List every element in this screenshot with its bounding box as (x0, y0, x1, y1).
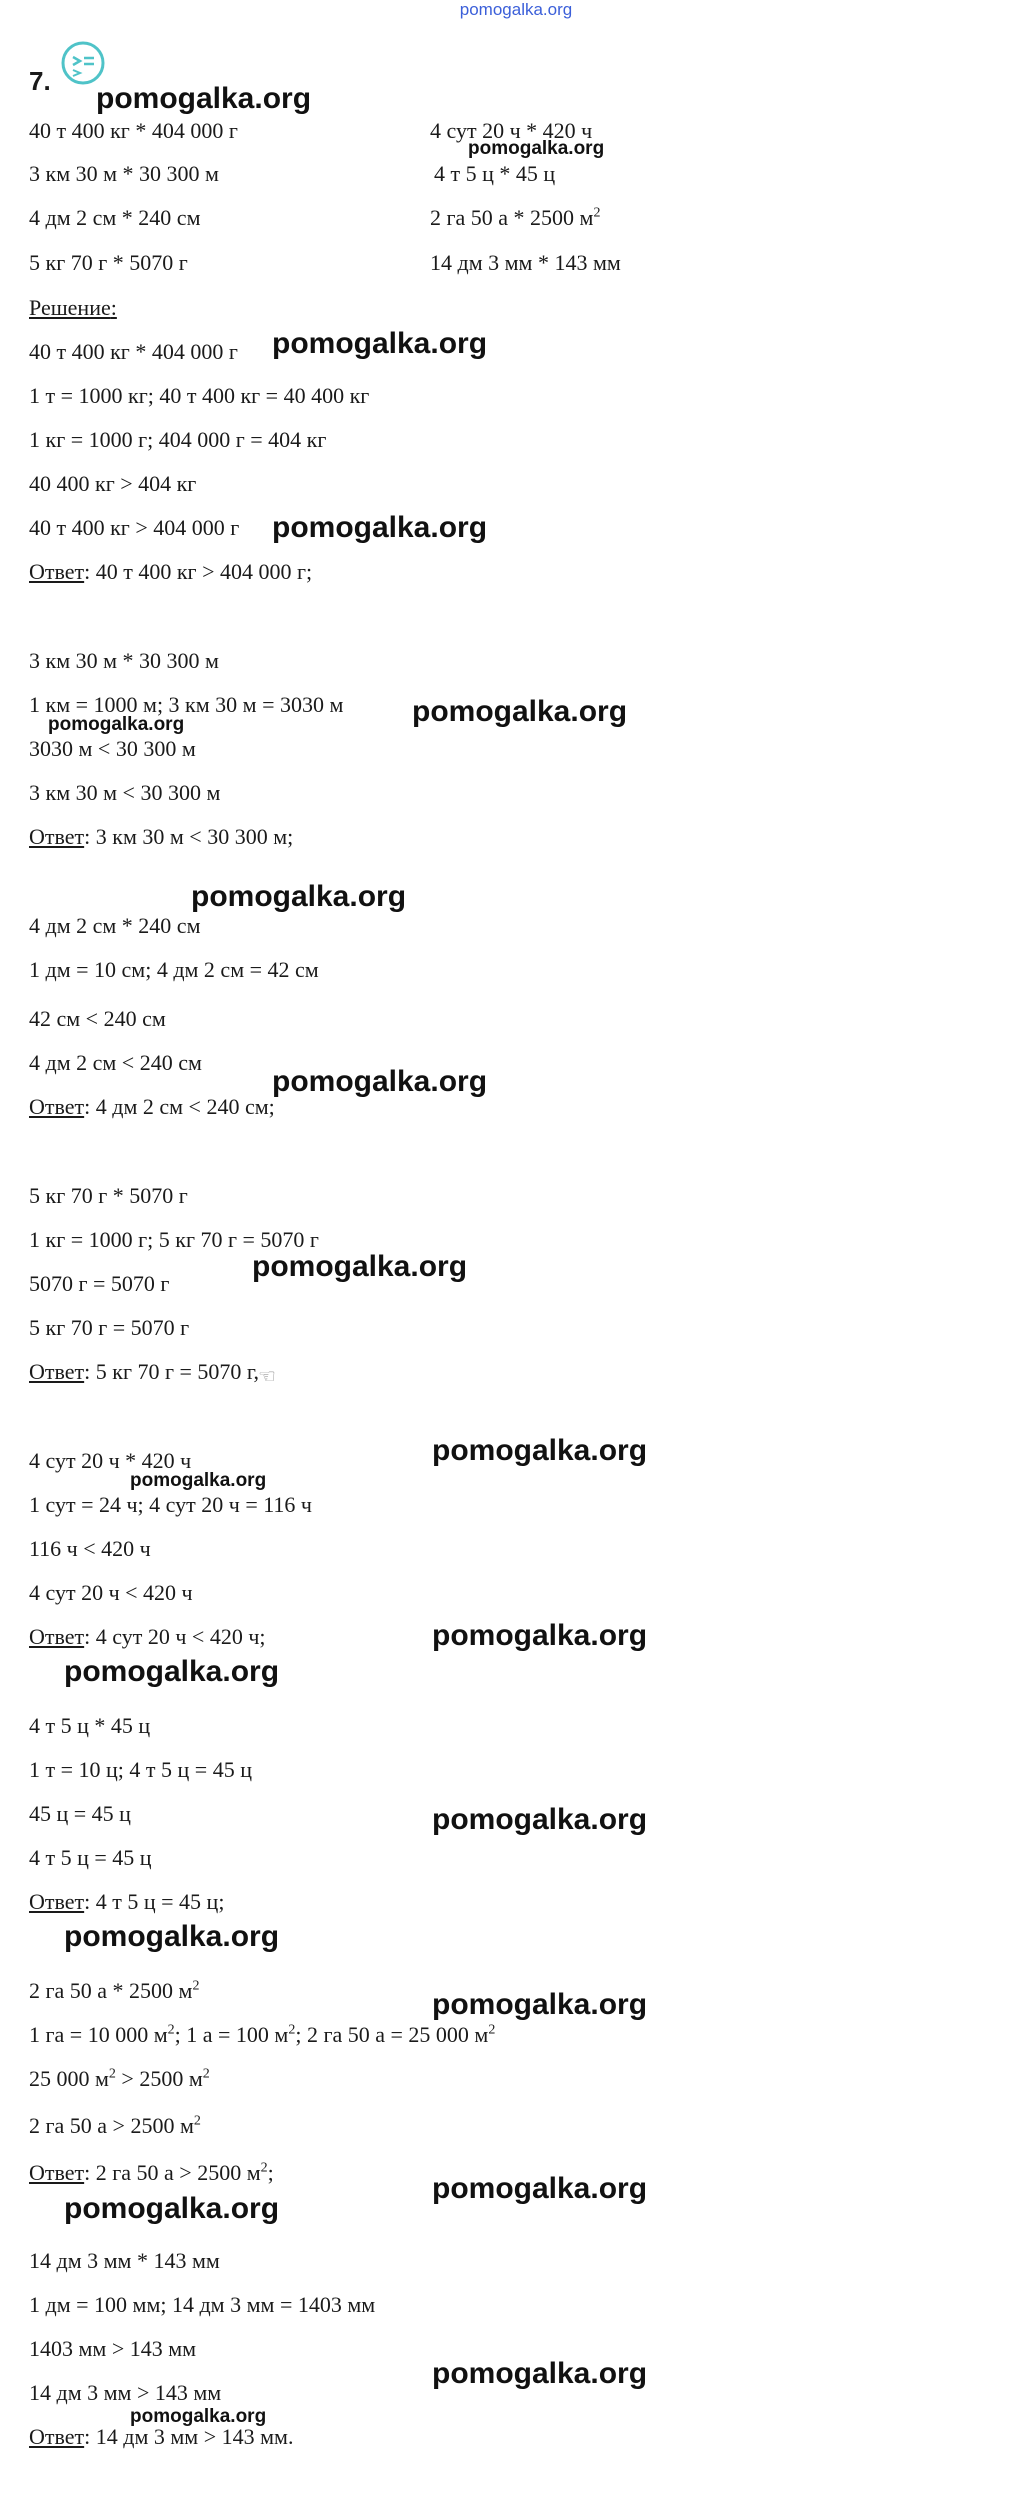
b6-line-4: 4 т 5 ц = 45 ц (29, 1845, 152, 1870)
b5-line-2: 1 сут = 24 ч; 4 сут 20 ч = 116 ч (29, 1492, 312, 1517)
b5-answer: Ответ: 4 сут 20 ч < 420 ч; (29, 1624, 266, 1649)
watermark: pomogalka.org (130, 1470, 267, 1491)
b1-line-4: 40 400 кг > 404 кг (29, 471, 197, 496)
watermark: pomogalka.org (432, 1619, 648, 1652)
task-left-1: 40 т 400 кг * 404 000 г (29, 118, 238, 143)
b4-line-1: 5 кг 70 г * 5070 г (29, 1183, 188, 1208)
b6-answer: Ответ: 4 т 5 ц = 45 ц; (29, 1889, 225, 1914)
b4-line-3: 5070 г = 5070 г (29, 1271, 170, 1296)
b3-line-3: 42 см < 240 см (29, 1006, 166, 1031)
task-number: 7. (29, 66, 51, 96)
b8-line-3: 1403 мм > 143 мм (29, 2336, 197, 2361)
b3-line-4: 4 дм 2 см < 240 см (29, 1050, 202, 1075)
b8-line-1: 14 дм 3 мм * 143 мм (29, 2248, 220, 2273)
watermark: pomogalka.org (468, 138, 605, 159)
watermark: pomogalka.org (272, 1065, 488, 1098)
watermark: pomogalka.org (432, 1434, 648, 1467)
task-right-3: 2 га 50 а * 2500 $м^2$ (430, 205, 601, 230)
b1-line-3: 1 кг = 1000 г; 404 000 г = 404 кг (29, 427, 327, 452)
b1-line-1: 40 т 400 кг * 404 000 г (29, 339, 238, 364)
watermark: pomogalka.org (252, 1250, 468, 1283)
watermark: pomogalka.org (64, 1655, 280, 1688)
b7-line-1: 2 га 50 а * 2500 $м^2$ (29, 1978, 200, 2003)
b5-line-1: 4 сут 20 ч * 420 ч (29, 1448, 192, 1473)
watermark: pomogalka.org (432, 1803, 648, 1836)
task-left-2: 3 км 30 м * 30 300 м (29, 161, 219, 186)
b8-line-4: 14 дм 3 мм > 143 мм (29, 2380, 222, 2405)
solution-label: Решение: (29, 295, 117, 320)
b1-line-5: 40 т 400 кг > 404 000 г (29, 515, 240, 540)
b3-answer: Ответ: 4 дм 2 см < 240 см; (29, 1094, 275, 1119)
watermark: pomogalka.org (432, 1988, 648, 2021)
b7-line-3: 25 000 $м^2 > 2500$ $м^2$ (29, 2066, 210, 2091)
b7-line-4: 2 га 50 а > 2500 $м^2$ (29, 2113, 201, 2138)
b1-line-2: 1 т = 1000 кг; 40 т 400 кг = 40 400 кг (29, 383, 370, 408)
task-right-2: 4 т 5 ц * 45 ц (434, 161, 556, 186)
task-right-1: 4 сут 20 ч * 420 ч (430, 118, 593, 143)
b4-line-4: 5 кг 70 г = 5070 г (29, 1315, 190, 1340)
top-watermark: pomogalka.org (459, 0, 573, 19)
b4-line-2: 1 кг = 1000 г; 5 кг 70 г = 5070 г (29, 1227, 319, 1252)
b3-line-2: 1 дм = 10 см; 4 дм 2 см = 42 см (29, 957, 319, 982)
b3-line-1: 4 дм 2 см * 240 см (29, 913, 201, 938)
task-left-3: 4 дм 2 см * 240 см (29, 205, 201, 230)
watermark: pomogalka.org (130, 2406, 267, 2427)
watermark: pomogalka.org (96, 82, 312, 115)
b6-line-2: 1 т = 10 ц; 4 т 5 ц = 45 ц (29, 1757, 252, 1782)
watermark: pomogalka.org (64, 2192, 280, 2225)
b2-line-3: 3030 м < 30 300 м (29, 736, 196, 761)
task-left-4: 5 кг 70 г * 5070 г (29, 250, 188, 275)
watermark: pomogalka.org (272, 327, 488, 360)
b2-line-2: 1 км = 1000 м; 3 км 30 м = 3030 м (29, 692, 344, 717)
b5-line-4: 4 сут 20 ч < 420 ч (29, 1580, 193, 1605)
watermark: pomogalka.org (432, 2357, 648, 2390)
b4-answer: Ответ: 5 кг 70 г = 5070 г, (29, 1359, 259, 1384)
watermark: pomogalka.org (191, 880, 407, 913)
b6-line-3: 45 ц = 45 ц (29, 1801, 131, 1826)
b8-line-2: 1 дм = 100 мм; 14 дм 3 мм = 1403 мм (29, 2292, 376, 2317)
watermark: pomogalka.org (64, 1920, 280, 1953)
mouse-cursor-icon: ☜ (258, 1366, 276, 1388)
site-logo-icon (60, 40, 106, 86)
b6-line-1: 4 т 5 ц * 45 ц (29, 1713, 151, 1738)
watermark: pomogalka.org (412, 695, 628, 728)
b2-answer: Ответ: 3 км 30 м < 30 300 м; (29, 824, 294, 849)
b8-answer: Ответ: 14 дм 3 мм > 143 мм. (29, 2424, 294, 2449)
watermark: pomogalka.org (48, 714, 185, 735)
b1-answer: Ответ: 40 т 400 кг > 404 000 г; (29, 559, 313, 584)
watermark: pomogalka.org (272, 511, 488, 544)
b2-line-4: 3 км 30 м < 30 300 м (29, 780, 221, 805)
task-right-4: 14 дм 3 мм * 143 мм (430, 250, 621, 275)
watermark: pomogalka.org (432, 2172, 648, 2205)
b7-line-2: 1 га = 10 000 $м^2$; 1 а = 100 $м^2$; 2 га 50 а = 25 000 $м^2$ (29, 2022, 496, 2047)
b2-line-1: 3 км 30 м * 30 300 м (29, 648, 219, 673)
b7-answer: Ответ: 2 га 50 а > 2500 $м^2$; (29, 2160, 274, 2185)
b5-line-3: 116 ч < 420 ч (29, 1536, 151, 1561)
